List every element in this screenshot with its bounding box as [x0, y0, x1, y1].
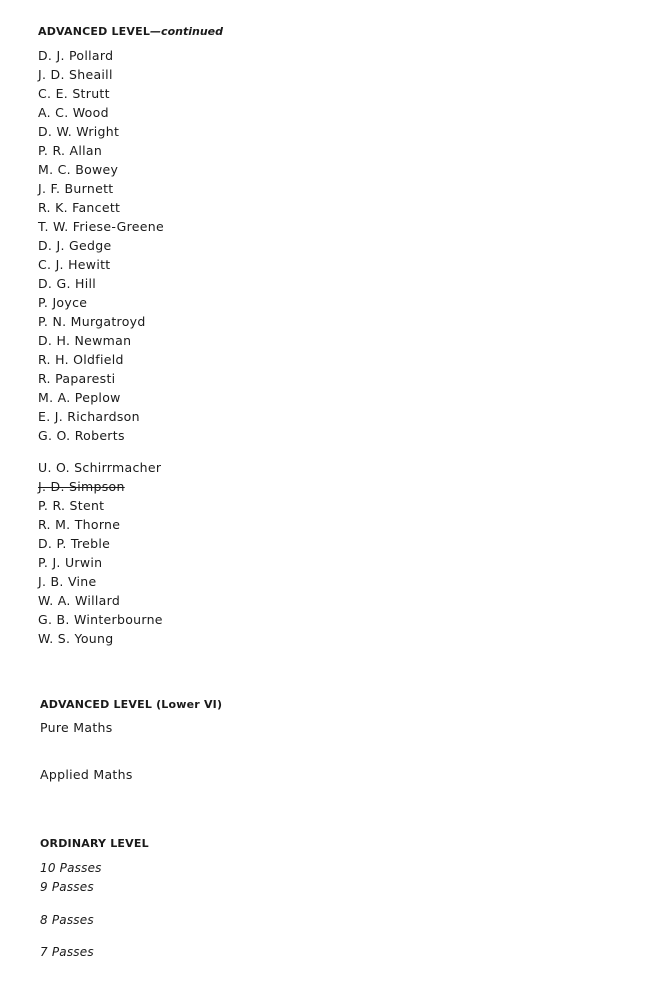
list-item: D. W. Wright	[38, 124, 120, 139]
list-item: J. F. Burnett	[38, 181, 114, 196]
list-item: R. K. Fancett	[38, 200, 121, 215]
list-item: P. R. Allan	[38, 143, 103, 158]
list-item: D. H. Newman	[38, 333, 132, 348]
list-item: R. Paparesti	[38, 371, 116, 386]
list-item-struck	[38, 477, 164, 496]
passes-9: 9 Passes	[40, 880, 94, 894]
subject-applied-maths: Applied Maths	[40, 767, 133, 782]
list-item: R. H. Oldfield	[38, 352, 124, 367]
list-item: P. N. Murgatroyd	[38, 314, 146, 329]
list-item: U. O. Schirrmacher	[38, 460, 162, 475]
list-item: R. M. Thorne	[38, 517, 121, 532]
passes-7: 7 Passes	[40, 945, 94, 959]
list-item: D. J. Pollard	[38, 48, 114, 63]
advanced-level-continued-heading	[38, 25, 223, 38]
continued-label: —continued	[150, 25, 223, 38]
advanced-level-name-list	[38, 46, 164, 648]
list-item: G. O. Roberts	[38, 428, 125, 443]
struck-name: J. D. Simpson	[38, 479, 125, 494]
list-item: E. J. Richardson	[38, 409, 140, 424]
list-item: J. B. Vine	[38, 574, 97, 589]
list-item: C. J. Hewitt	[38, 257, 111, 272]
list-item: P. J. Urwin	[38, 555, 103, 570]
subject-pure-maths: Pure Maths	[40, 720, 113, 735]
passes-8: 8 Passes	[40, 913, 94, 927]
list-item: D. G. Hill	[38, 276, 97, 291]
list-item: D. J. Gedge	[38, 238, 112, 253]
ordinary-level-heading: ORDINARY LEVEL	[40, 837, 149, 850]
list-item: P. Joyce	[38, 295, 88, 310]
list-item: P. R. Stent	[38, 498, 105, 513]
list-item: G. B. Winterbourne	[38, 612, 163, 627]
list-item: D. P. Treble	[38, 536, 111, 551]
list-item: W. S. Young	[38, 631, 114, 646]
passes-10: 10 Passes	[40, 861, 102, 875]
list-item: W. A. Willard	[38, 593, 121, 608]
advanced-level-lower-vi-heading: ADVANCED LEVEL (Lower VI)	[40, 698, 223, 711]
list-item: T. W. Friese-Greene	[38, 219, 164, 234]
advanced-level-title: ADVANCED LEVEL	[38, 25, 151, 38]
list-item: J. D. Sheaill	[38, 67, 113, 82]
list-item: C. E. Strutt	[38, 86, 110, 101]
list-item: M. C. Bowey	[38, 162, 119, 177]
list-item: M. A. Peplow	[38, 390, 121, 405]
list-item: A. C. Wood	[38, 105, 109, 120]
